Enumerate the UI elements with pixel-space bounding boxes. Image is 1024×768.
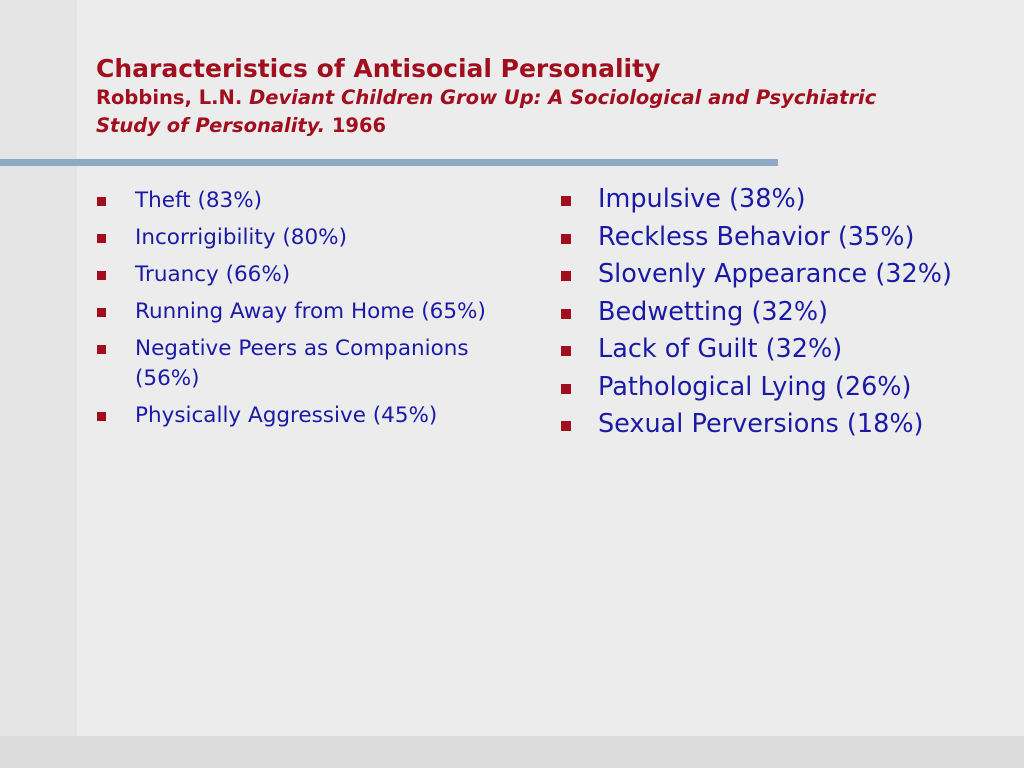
square-bullet-icon bbox=[561, 421, 571, 431]
square-bullet-icon bbox=[561, 346, 571, 356]
square-bullet-icon bbox=[97, 345, 106, 354]
slide-title: Characteristics of Antisocial Personality bbox=[96, 54, 661, 83]
square-bullet-icon bbox=[97, 308, 106, 317]
list-item-label: Sexual Perversions (18%) bbox=[598, 409, 924, 439]
square-bullet-icon bbox=[561, 271, 571, 281]
list-item-label: Physically Aggressive (45%) bbox=[135, 403, 438, 428]
square-bullet-icon bbox=[97, 234, 106, 243]
list-item bbox=[561, 334, 1006, 364]
list-item-label: Negative Peers as Companions (56%) bbox=[135, 336, 469, 391]
list-item bbox=[561, 409, 1006, 439]
reference-author: Robbins, L.N. bbox=[96, 86, 250, 109]
list-item bbox=[561, 184, 1006, 214]
square-bullet-icon bbox=[97, 271, 106, 280]
list-item-label: Reckless Behavior (35%) bbox=[598, 221, 915, 252]
left-margin-band bbox=[0, 0, 77, 768]
list-item bbox=[97, 223, 517, 253]
reference-year: 1966 bbox=[325, 114, 387, 137]
slide-reference bbox=[96, 84, 896, 140]
square-bullet-icon bbox=[561, 384, 571, 394]
list-item-label: Pathological Lying (26%) bbox=[598, 371, 912, 402]
list-item bbox=[97, 260, 517, 290]
bottom-margin-band bbox=[0, 736, 1024, 768]
square-bullet-icon bbox=[561, 234, 571, 244]
square-bullet-icon bbox=[561, 309, 571, 319]
right-bullet-list bbox=[561, 184, 1006, 447]
reference-work-title: Deviant Children Grow Up: A Sociological and Psychiatric Study of Personality. bbox=[96, 86, 877, 137]
title-block bbox=[96, 54, 896, 140]
list-item bbox=[561, 297, 1006, 327]
list-item bbox=[97, 334, 517, 394]
list-item-label: Bedwetting (32%) bbox=[598, 296, 829, 327]
list-item bbox=[561, 259, 1006, 289]
list-item bbox=[561, 372, 1006, 402]
list-item-label: Lack of Guilt (32%) bbox=[598, 334, 843, 364]
list-item bbox=[97, 401, 517, 431]
list-item bbox=[97, 297, 517, 327]
list-item-label: Incorrigibility (80%) bbox=[135, 225, 347, 250]
title-divider bbox=[0, 159, 778, 166]
list-item-label: Impulsive (38%) bbox=[598, 184, 806, 214]
list-item-label: Truancy (66%) bbox=[135, 262, 291, 287]
square-bullet-icon bbox=[97, 412, 106, 421]
square-bullet-icon bbox=[561, 196, 571, 206]
list-item-label: Running Away from Home (65%) bbox=[135, 299, 486, 324]
list-item-label: Slovenly Appearance (32%) bbox=[598, 259, 952, 289]
list-item bbox=[561, 222, 1006, 252]
square-bullet-icon bbox=[97, 197, 106, 206]
list-item bbox=[97, 186, 517, 216]
list-item-label: Theft (83%) bbox=[135, 188, 263, 213]
left-bullet-list bbox=[97, 186, 517, 438]
